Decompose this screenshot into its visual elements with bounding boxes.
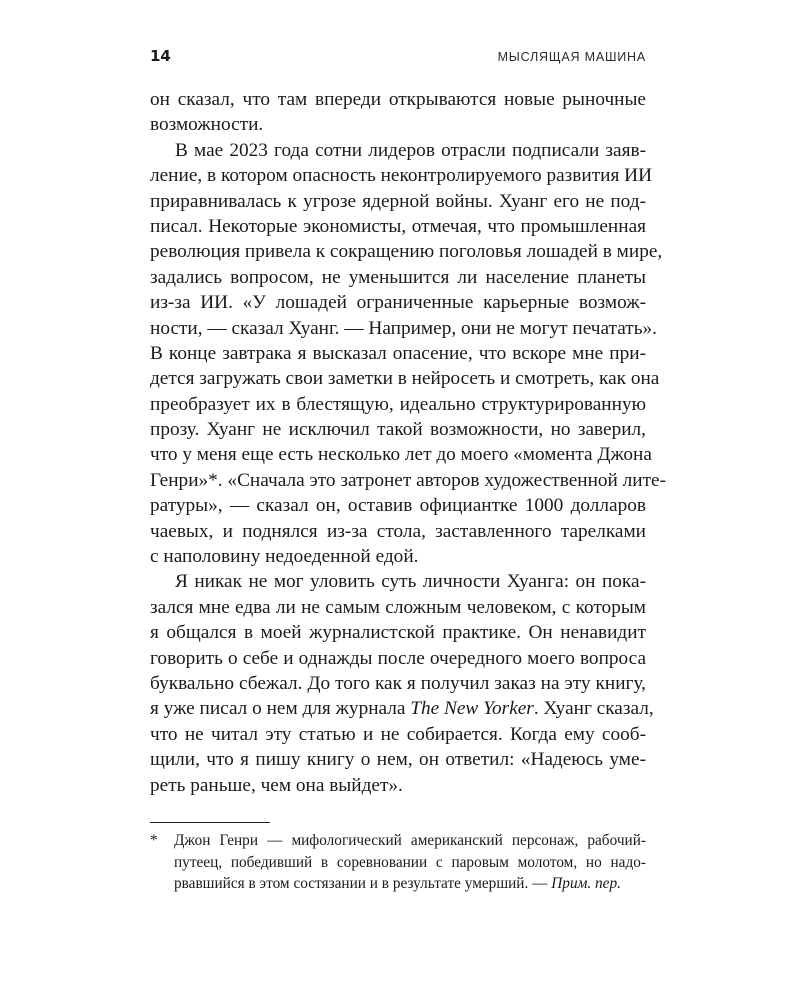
- page-header: [150, 46, 646, 70]
- text-segment: . Хуанг сказал,: [533, 698, 654, 720]
- footnote-text: рвавшийся в этом состязании и в результате умерший. —: [174, 875, 552, 892]
- footnote-body: [174, 830, 646, 895]
- text-line-with-italic: [150, 696, 654, 721]
- footnote-divider: [150, 822, 270, 823]
- footnote-line: путеец, победивший в соревновании с паровым молотом, но надо-: [174, 853, 646, 871]
- text-line: возможности.: [150, 114, 264, 136]
- paragraph-1: [150, 87, 646, 138]
- translator-note-label: Прим. пер.: [551, 875, 621, 892]
- text-line: щили, что я пишу книгу о нем, он ответил: «Надеюсь уме-: [150, 749, 646, 771]
- text-line: с наполовину недоеденной едой.: [150, 546, 419, 568]
- text-line: Я никак не мог уловить суть личности Хуанга: он пока-: [175, 571, 646, 593]
- text-line: буквально сбежал. До того как я получил заказ на эту книгу,: [150, 672, 646, 694]
- text-line: что у меня еще есть несколько лет до моего «момента Джона: [150, 444, 652, 466]
- paragraph-2: [150, 138, 667, 570]
- text-line: зался мне едва ли не самым сложным человеком, с которым: [150, 596, 646, 618]
- text-line: реть раньше, чем она выйдет».: [150, 774, 403, 796]
- text-line: что не читал эту статью и не собирается. Когда ему сооб-: [150, 723, 646, 745]
- text-line: ратуры», — сказал он, оставив официантке 1000 долларов: [150, 495, 646, 517]
- text-line: чаевых, и поднялся из-за стола, заставленного тарелками: [150, 520, 646, 542]
- text-segment: я уже писал о нем для журнала: [150, 698, 411, 720]
- text-line: Генри»*. «Сначала это затронет авторов художественной лите-: [150, 469, 667, 491]
- text-line: писал. Некоторые экономисты, отмечая, что промышленная: [150, 215, 646, 237]
- footnote-line-last: [174, 873, 646, 895]
- paragraph-3: [150, 569, 654, 798]
- body-text: [150, 87, 667, 798]
- page-number: 14: [150, 47, 171, 65]
- footnote: [150, 830, 646, 895]
- magazine-title: The New Yorker: [410, 698, 534, 720]
- running-title: МЫСЛЯЩАЯ МАШИНА: [497, 50, 646, 64]
- text-line: ление, в котором опасность неконтролируемого развития ИИ: [150, 165, 653, 187]
- text-line: приравнивалась к угрозе ядерной войны. Хуанг его не под-: [150, 190, 646, 212]
- text-line: преобразует их в блестящую, идеально структурированную: [150, 393, 646, 415]
- footnote-marker: *: [150, 832, 158, 849]
- text-line: В мае 2023 года сотни лидеров отрасли подписали заяв-: [175, 139, 646, 161]
- text-line: задались вопросом, не уменьшится ли население планеты: [150, 266, 646, 288]
- text-line: прозу. Хуанг не исключил такой возможности, но заверил,: [150, 419, 646, 441]
- text-line: из-за ИИ. «У лошадей ограниченные карьерные возмож-: [150, 292, 646, 314]
- text-line: говорить о себе и однажды после очередного моего вопроса: [150, 647, 646, 669]
- text-line: революция привела к сокращению поголовья лошадей в мире,: [150, 241, 663, 263]
- footnote-line: Джон Генри — мифологический американский персонаж, рабочий-: [174, 832, 646, 849]
- text-line: В конце завтрака я высказал опасение, что вскоре мне при-: [150, 342, 646, 364]
- text-line: он сказал, что там впереди открываются новые рыночные: [150, 89, 646, 110]
- text-line: дется загружать свои заметки в нейросеть и смотреть, как она: [150, 368, 660, 390]
- text-line: я общался в моей журналистской практике. Он ненавидит: [150, 622, 646, 644]
- text-line: ности, — сказал Хуанг. — Например, они не могут печатать».: [150, 317, 657, 339]
